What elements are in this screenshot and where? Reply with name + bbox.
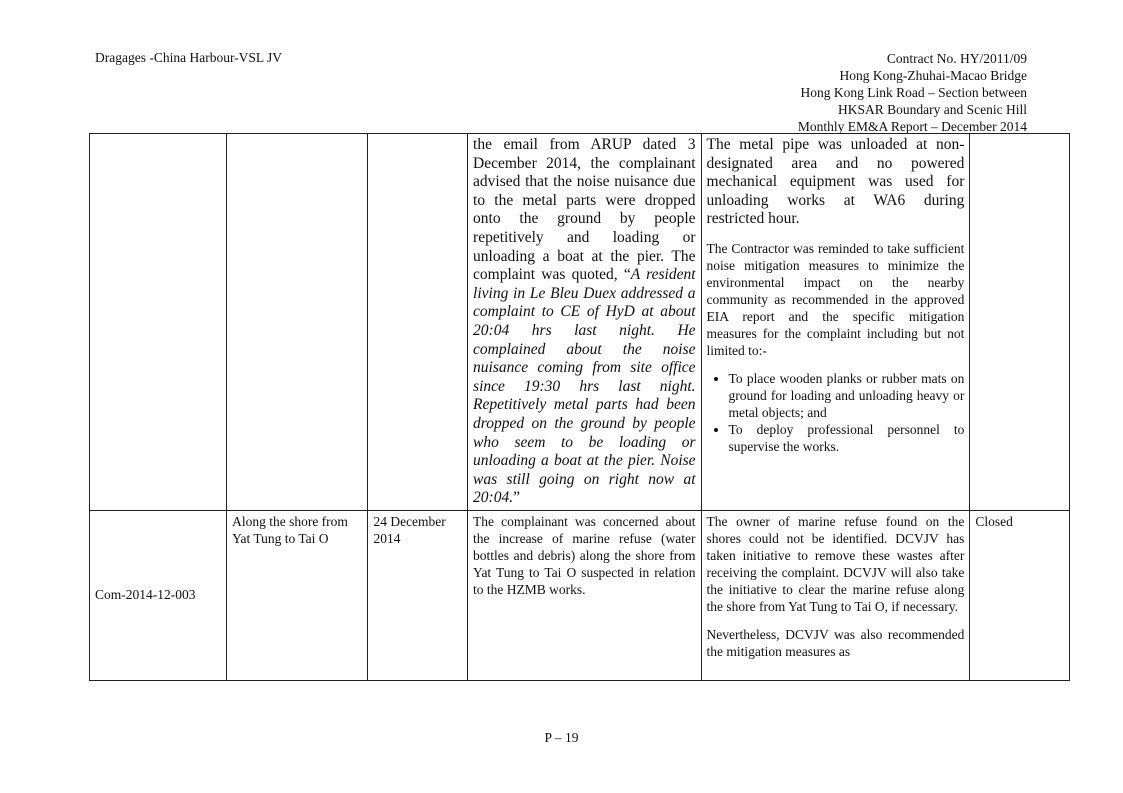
description-quote: A resident living in Le Bleu Duex addressed a complaint to CE of HyD at about 20:04 hrs last night. He complained about the noise nuisance coming from site office since 19:30 hrs last night. Repetitively metal parts had been dropped on the ground by people who seem to be loading or unloading a boat at the pier. Noise was still going on right now at 20:04. <box>473 266 696 507</box>
header-contract-info <box>798 50 1027 135</box>
cell-location <box>227 134 368 511</box>
complaint-description: The complainant was concerned about the increase of marine refuse (water bottles and debris) along the shore from Yat Tung to Tai O suspected in relation to the HZMB works. <box>468 510 701 680</box>
action-findings: The metal pipe was unloaded at non-designated area and no powered mechanical equipment was used for unloading works at WA6 during restricted hour. <box>706 136 965 228</box>
cell-date <box>368 134 468 511</box>
complaint-location: Along the shore from Yat Tung to Tai O <box>227 510 368 680</box>
cell-id <box>90 134 227 511</box>
complaint-status: Closed <box>970 510 1070 680</box>
description-tail: ” <box>513 489 520 507</box>
header-line-project: Hong Kong-Zhuhai-Macao Bridge <box>839 68 1027 83</box>
header-line-report: Monthly EM&A Report – December 2014 <box>797 119 1027 134</box>
header-line-section: HKSAR Boundary and Scenic Hill <box>838 102 1027 117</box>
action-intro: The Contractor was reminded to take sufficient noise mitigation measures to minimize the environmental impact on the nearby community as recommended in the approved EIA report and the specific mitigation measures for the complaint including but not limited to:- <box>706 240 965 358</box>
complaint-id: Com-2014-12-003 <box>90 510 227 680</box>
mitigation-list <box>707 370 965 455</box>
complaint-log-table <box>89 133 1070 681</box>
table-row <box>90 134 1070 511</box>
action-paragraph: Nevertheless, DCVJV was also recommended the mitigation measures as <box>706 626 965 659</box>
complaint-action <box>701 510 970 680</box>
cell-action <box>701 134 970 511</box>
list-item: • To deploy professional personnel to supervise the works. <box>729 421 965 455</box>
list-item: • To place wooden planks or rubber mats on ground for loading and unloading heavy or metal objects; and <box>729 370 965 421</box>
cell-description <box>468 134 701 511</box>
header-line-road: Hong Kong Link Road – Section between <box>800 85 1027 100</box>
header-contractor: Dragages -China Harbour-VSL JV <box>95 50 283 65</box>
page-number: P – 19 <box>544 730 579 745</box>
cell-status <box>970 134 1070 511</box>
description-lead: the email from ARUP dated 3 December 2014, the complainant advised that the noise nuisance due to the metal parts were dropped onto the ground by people repetitively and loading or unloading a boat at the pier. The complaint was quoted, “ <box>473 136 696 284</box>
table-row <box>90 510 1070 680</box>
complaint-date: 24 December 2014 <box>368 510 468 680</box>
action-paragraph: The owner of marine refuse found on the shores could not be identified. DCVJV has taken initiative to remove these wastes after receiving the complaint. DCVJV will also take the initiative to clear the marine refuse along the shore from Yat Tung to Tai O, if necessary. <box>706 513 965 614</box>
header-line-contract: Contract No. HY/2011/09 <box>886 51 1027 66</box>
